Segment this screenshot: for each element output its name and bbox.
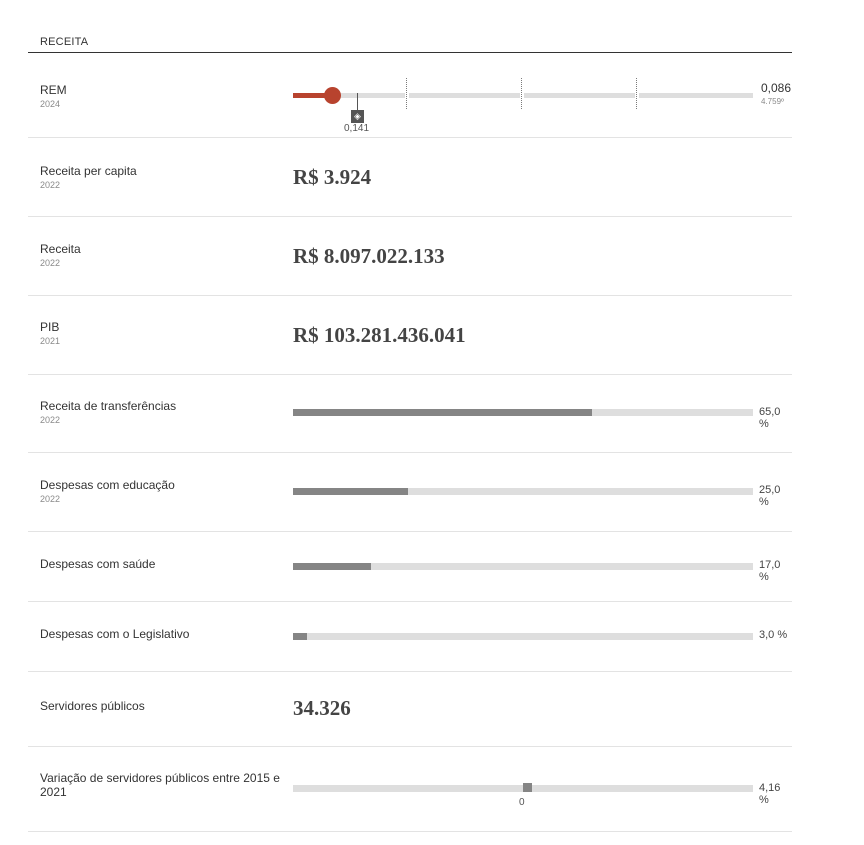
variacao-value: 4,16 % xyxy=(759,782,781,806)
stat-year: 2021 xyxy=(40,336,61,346)
bar-row xyxy=(28,453,792,532)
stat-label-group xyxy=(40,320,60,346)
variacao-marker xyxy=(523,783,532,792)
stat-row xyxy=(28,296,792,375)
bar-row xyxy=(28,375,792,453)
bar-label-group xyxy=(40,557,155,571)
rem-slider-knob[interactable] xyxy=(324,87,341,104)
rem-label: REM xyxy=(40,83,67,97)
servidores-row xyxy=(28,672,792,747)
stat-value: R$ 3.924 xyxy=(293,165,372,189)
stat-year: 2022 xyxy=(40,180,61,190)
bar-value: 25,0 % xyxy=(759,484,781,508)
rem-row xyxy=(28,53,792,138)
section-title: RECEITA xyxy=(40,36,89,48)
rem-value: 0,086 xyxy=(761,81,792,95)
bar-label: Receita de transferências xyxy=(40,399,177,413)
stat-value: R$ 103.281.436.041 xyxy=(293,323,466,347)
rem-divider xyxy=(636,78,637,109)
diamond-icon: ◈ xyxy=(351,110,364,123)
bar-label-group xyxy=(40,478,175,504)
variacao-row xyxy=(28,747,792,832)
bar-row xyxy=(28,602,792,672)
stat-label: Receita xyxy=(40,242,81,256)
stat-row xyxy=(28,217,792,296)
rem-divider xyxy=(521,78,522,109)
bar-label-group xyxy=(40,627,189,641)
bar-label: Despesas com educação xyxy=(40,478,175,492)
stat-label: PIB xyxy=(40,320,60,334)
bar-label-group xyxy=(40,399,176,425)
bar-fill xyxy=(293,633,307,640)
servidores-label: Servidores públicos xyxy=(40,699,145,713)
bar-fill xyxy=(293,488,408,495)
bar-value: 65,0 % xyxy=(759,406,781,430)
bar-track xyxy=(293,488,753,495)
bar-value: 17,0 % xyxy=(759,559,781,583)
bar-fill xyxy=(293,563,371,570)
bar-track xyxy=(293,409,753,416)
stat-label: Receita per capita xyxy=(40,164,137,178)
bar-track xyxy=(293,633,753,640)
stat-label-group xyxy=(40,242,81,268)
rem-label-group xyxy=(40,83,67,109)
stat-label-group xyxy=(40,164,137,190)
stat-row xyxy=(28,138,792,217)
rem-divider xyxy=(406,78,407,109)
variacao-zero-label: 0 xyxy=(519,797,525,808)
bar-row xyxy=(28,532,792,602)
bar-track xyxy=(293,563,753,570)
stat-year: 2022 xyxy=(40,258,61,268)
bar-fill xyxy=(293,409,592,416)
rem-slider-track xyxy=(293,93,753,134)
bar-label: Despesas com o Legislativo xyxy=(40,627,190,641)
section-header xyxy=(28,28,792,53)
rem-rank: 4.759º xyxy=(761,97,784,106)
variacao-track xyxy=(293,785,753,808)
bar-year: 2022 xyxy=(40,415,61,425)
servidores-value: 34.326 xyxy=(293,696,351,720)
bar-year: 2022 xyxy=(40,494,61,504)
rem-year: 2024 xyxy=(40,99,61,109)
rem-marker-value: 0,141 xyxy=(344,123,370,134)
bar-value: 3,0 % xyxy=(759,629,788,641)
servidores-label-group xyxy=(40,699,145,713)
variacao-label: Variação de servidores públicos entre 2015 e 2021 xyxy=(40,771,280,799)
bar-label: Despesas com saúde xyxy=(40,557,156,571)
stat-value: R$ 8.097.022.133 xyxy=(293,244,445,268)
variacao-label-group xyxy=(40,771,285,799)
